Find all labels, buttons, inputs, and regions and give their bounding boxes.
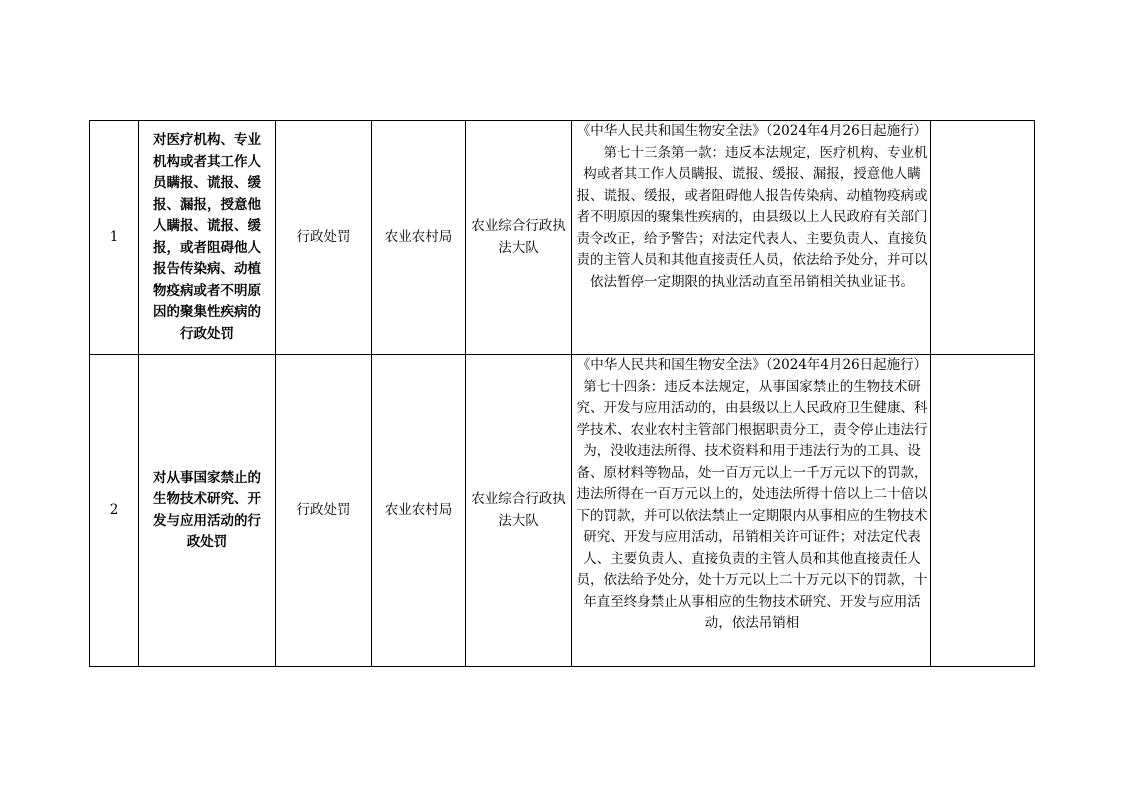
executing-unit: 农业综合行政执法大队 [466, 355, 572, 667]
legal-basis-title: 《中华人民共和国生物安全法》（2024年4月26日起施行） [576, 123, 928, 139]
item-name: 对从事国家禁止的生物技术研究、开发与应用活动的行政处罚 [139, 355, 276, 667]
remark [931, 355, 1035, 667]
table-row [90, 355, 1035, 667]
row-number: 1 [90, 121, 139, 355]
implementing-authority: 农业农村局 [372, 121, 466, 355]
row-number: 2 [90, 355, 139, 667]
legal-basis-text: 第七十四条：违反本法规定，从事国家禁止的生物技术研究、开发与应用活动的，由县级以上人民政府卫生健康、科学技术、农业农村主管部门根据职责分工，责令停止违法行为，没收违法所得、技术资料和用于违法行为的工具、设备、原材料等物品，处一百万元以上一千万元以下的罚款，违法所得在一百万元以上的，处违法所得十倍以上二十倍以下的罚款，并可以依法禁止一定期限内从事相应的生物技术研究、开发与应用活动，吊销相关许可证件；对法定代表人、主要负责人、直接负责的主管人员和其他直接责任人员，依法给予处分，处十万元以上二十万元以下的罚款，十年直至终身禁止从事相应的生物技术研究、开发与应用活动，依法吊销相 [576, 378, 928, 631]
implementing-authority: 农业农村局 [372, 355, 466, 667]
remark [931, 121, 1035, 355]
power-list-table [89, 120, 1035, 667]
legal-basis-text: 第七十三条第一款：违反本法规定，医疗机构、专业机构或者其工作人员瞒报、谎报、缓报、漏报，授意他人瞒报、谎报、缓报，或者阻碍他人报告传染病、动植物疫病或者不明原因的聚集性疾病的，由县级以上人民政府有关部门责令改正，给予警告；对法定代表人、主要负责人、直接负责的主管人员和其他直接责任人员，依法给予处分，并可以依法暂停一定期限的执业活动直至吊销相关执业证书。 [576, 144, 928, 290]
table-row [90, 121, 1035, 355]
legal-basis-title: 《中华人民共和国生物安全法》（2024年4月26日起施行） [576, 357, 928, 373]
legal-basis [572, 121, 931, 355]
executing-unit: 农业综合行政执法大队 [466, 121, 572, 355]
legal-basis [572, 355, 931, 667]
item-name: 对医疗机构、专业机构或者其工作人员瞒报、谎报、缓报、漏报，授意他人瞒报、谎报、缓报，或者阻碍他人报告传染病、动植物疫病或者不明原因的聚集性疾病的行政处罚 [139, 121, 276, 355]
power-category: 行政处罚 [276, 121, 372, 355]
power-category: 行政处罚 [276, 355, 372, 667]
